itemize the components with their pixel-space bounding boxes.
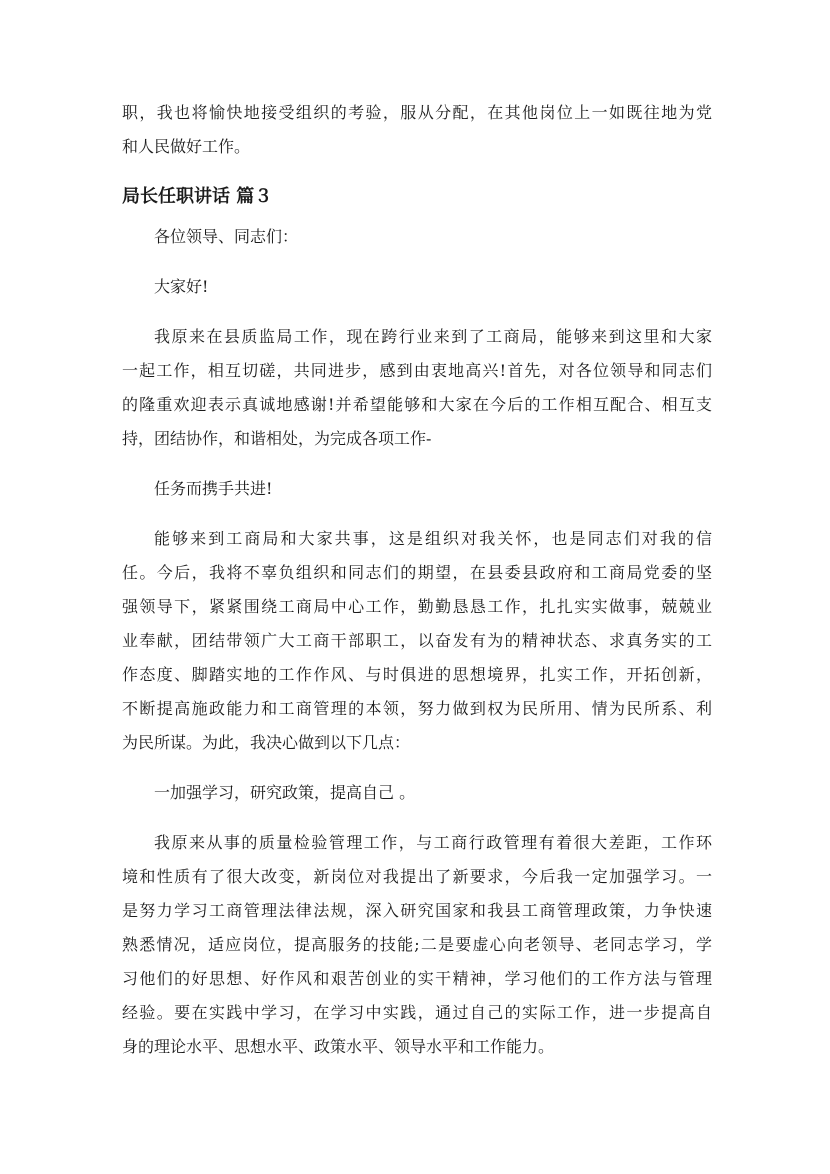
intro-paragraph bbox=[122, 96, 712, 164]
text-line: 大家好! bbox=[154, 277, 209, 296]
text-line: 我原来从事的质量检验管理工作，与工商行政管理有着很大差距，工作环 bbox=[154, 833, 712, 852]
text-line: 身的理论水平、思想水平、政策水平、领导水平和工作能力。 bbox=[122, 1037, 555, 1056]
text-line: 一起工作，相互切磋，共同进步，感到由衷地高兴!首先，对各位领导和同志们 bbox=[122, 361, 712, 380]
text-line: 和人民做好工作。 bbox=[122, 137, 251, 156]
text-line: 经验。要在实践中学习，在学习中实践，通过自己的实际工作，进一步提高自 bbox=[122, 1003, 712, 1022]
paragraph-4 bbox=[122, 776, 712, 810]
text-line: 是努力学习工商管理法律法规，深入研究国家和我县工商管理政策，力争快速 bbox=[122, 901, 712, 920]
text-line: 一加强学习，研究政策，提高自己 。 bbox=[154, 783, 416, 802]
text-line: 作态度、脚踏实地的工作作风、与时俱进的思想境界，扎实工作，开拓创新， bbox=[122, 665, 712, 684]
paragraph-5 bbox=[122, 826, 712, 1064]
text-line: 任。今后，我将不辜负组织和同志们的期望，在县委县政府和工商局党委的坚 bbox=[122, 563, 712, 582]
text-line: 熟悉情况，适应岗位，提高服务的技能;二是要虚心向老领导、老同志学习，学 bbox=[122, 935, 712, 954]
text-line: 能够来到工商局和大家共事，这是组织对我关怀，也是同志们对我的信 bbox=[154, 529, 712, 548]
text-line: 境和性质有了很大改变，新岗位对我提出了新要求，今后我一定加强学习。一 bbox=[122, 867, 712, 886]
text-line: 任务而携手共进! bbox=[154, 479, 273, 498]
text-line: 习他们的好思想、好作风和艰苦创业的实干精神，学习他们的工作方法与管理 bbox=[122, 969, 712, 988]
text-line: 不断提高施政能力和工商管理的本领，努力做到权为民所用、情为民所系、利 bbox=[122, 699, 712, 718]
text-line: 为民所谋。为此，我决心做到以下几点： bbox=[122, 733, 411, 752]
text-line: 持，团结协作，和谐相处，为完成各项工作- bbox=[122, 429, 432, 448]
greeting bbox=[122, 270, 712, 304]
text-line: 各位领导、同志们： bbox=[154, 227, 299, 246]
text-line: 我原来在县质监局工作，现在跨行业来到了工商局，能够来到这里和大家 bbox=[154, 327, 712, 346]
text-line: 强领导下，紧紧围绕工商局中心工作，勤勤恳恳工作，扎扎实实做事，兢兢业 bbox=[122, 597, 712, 616]
paragraph-3 bbox=[122, 522, 712, 760]
text-line: 的隆重欢迎表示真诚地感谢!并希望能够和大家在今后的工作相互配合、相互支 bbox=[122, 395, 712, 414]
salutation bbox=[122, 220, 712, 254]
document-body bbox=[122, 96, 712, 1080]
paragraph-2 bbox=[122, 472, 712, 506]
text-line: 业奉献，团结带领广大工商干部职工，以奋发有为的精神状态、求真务实的工 bbox=[122, 631, 712, 650]
text-line: 职，我也将愉快地接受组织的考验，服从分配，在其他岗位上一如既往地为党 bbox=[122, 103, 712, 122]
paragraph-1 bbox=[122, 320, 712, 456]
section-heading: 局长任职讲话 篇３ bbox=[122, 186, 273, 207]
